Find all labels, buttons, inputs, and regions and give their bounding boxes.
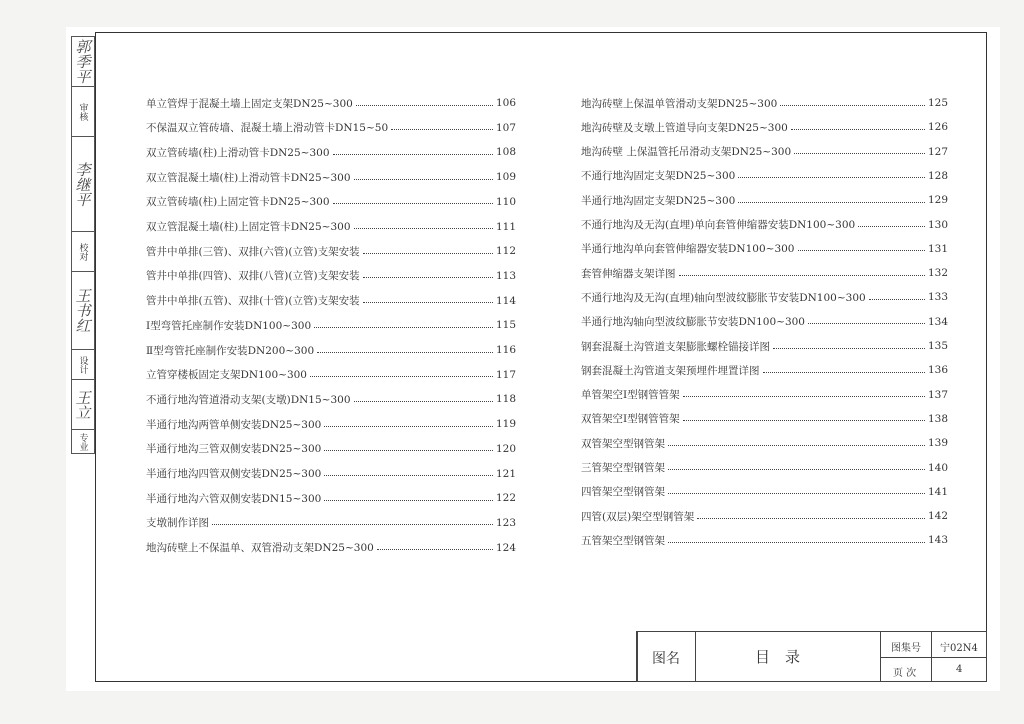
toc-entry-page: 118 [495,393,516,406]
toc-entry [146,341,516,359]
toc-entry-page: 120 [495,442,516,455]
dot-leader [333,154,493,155]
dot-leader [354,179,493,180]
toc-entry-title: 单管架空Ⅰ型钢管管架 [581,389,680,402]
toc-entry [146,94,516,112]
toc-entry-page: 133 [927,291,948,304]
toc-entry-title: 半通行地沟固定支架DN25~300 [581,194,736,207]
toc-entry-title: 半通行地沟六管双侧安装DN15~300 [146,492,322,505]
signature-checker: 李继平 [73,161,92,207]
dot-leader [354,228,493,229]
dot-leader [324,500,493,501]
toc-entry-page: 131 [927,242,948,255]
signature-designer: 王书红 [73,288,92,333]
toc-entry-title: 地沟砖壁 上保温管托吊滑动支架DN25~300 [581,146,792,159]
drawing-title: 目 录 [755,648,801,666]
atlas-number-value: 宁02N4 [940,643,978,654]
toc-entry-page: 128 [927,169,948,182]
toc-entry-title: 半通行地沟单向套管伸缩器安装DN100~300 [581,243,795,256]
dot-leader [668,493,925,494]
toc-entry [146,143,516,161]
toc-entry-title: 管井中单排(三管)、双排(六管)(立管)支架安装 [146,245,360,258]
toc-entry-title: 钢套混凝土沟管道支架预埋件埋置详图 [581,364,760,377]
toc-entry-page: 135 [927,340,948,352]
toc-entry-title: 三管架空型钢管架 [581,462,665,474]
toc-entry [581,337,948,355]
toc-entry-title: 双立管混凝土墙(柱)上固定管卡DN25~300 [146,221,351,233]
toc-entry [146,168,516,186]
dot-leader [333,203,493,204]
toc-entry-title: 单立管焊于混凝土墙上固定支架DN25~300 [146,97,353,110]
toc-entry-title: Ⅰ型弯管托座制作安装DN100~300 [146,319,312,332]
dot-leader [324,426,493,427]
toc-entry-title: 地沟砖壁上不保温单、双管滑动支架DN25~300 [146,542,374,555]
dot-leader [738,202,925,203]
toc-entry-title: 不通行地沟及无沟(直埋)单向套管伸缩器安装DN100~300 [581,219,856,231]
dot-leader [808,323,925,324]
approval-sidebar [71,36,95,454]
toc-entry-title: 不通行地沟固定支架DN25~300 [581,170,736,183]
toc-entry [581,167,948,185]
toc-entry-title: 管井中单排(四管)、双排(八管)(立管)支架安装 [146,270,360,283]
toc-entry-title: 半通行地沟三管双侧安装DN25~300 [146,443,322,456]
toc-entry-title: 立管穿楼板固定支架DN100~300 [146,369,307,382]
toc-entry [146,218,516,236]
toc-entry [146,489,516,507]
dot-leader [212,524,493,525]
toc-entry-page: 110 [495,195,516,208]
toc-entry-title: 支墩制作详图 [146,517,209,530]
role-label-check: 校对 [77,242,88,261]
toc-entry-page: 126 [927,121,948,134]
toc-entry [581,313,948,331]
dot-leader [780,105,925,106]
toc-entry [581,410,948,428]
dot-leader [363,277,493,278]
toc-entry [581,264,948,282]
toc-entry [581,483,948,501]
drawing-name-label: 图名 [652,651,680,667]
toc-entry-page: 132 [927,267,948,280]
toc-entry-page: 139 [927,437,948,450]
toc-entry-page: 138 [927,412,948,425]
toc-entry-page: 134 [927,315,948,328]
toc-entry-page: 142 [927,510,948,523]
toc-entry-page: 141 [927,485,948,498]
toc-entry-title: 地沟砖壁及支墩上管道导向支架DN25~300 [581,121,788,134]
toc-entry-page: 113 [495,269,516,282]
toc-entry-title: 不保温双立管砖墙、混凝土墙上滑动管卡DN15~50 [146,122,389,135]
toc-entry [581,143,948,161]
toc-entry-title: 地沟砖壁上保温单管滑动支架DN25~300 [581,97,778,110]
toc-entry [581,288,948,306]
toc-entry-title: 四管架空型钢管架 [581,486,665,499]
signature-cell [72,272,94,350]
dot-leader [354,401,493,402]
toc-entry [146,415,516,433]
dot-leader [683,420,925,421]
toc-entry-title: 半通行地沟轴向型波纹膨胀节安装DN100~300 [581,316,805,329]
toc-entry-page: 116 [495,344,516,356]
toc-entry [581,361,948,379]
toc-entry-page: 114 [495,294,516,307]
toc-entry [146,539,516,557]
toc-entry-title: 双立管砖墙(柱)上固定管卡DN25~300 [146,196,330,209]
signature-specialist: 王立 [73,389,92,420]
page-number-label: 页 次 [893,668,917,679]
signature-cell [72,37,94,87]
toc-entry [581,459,948,477]
dot-leader [869,299,925,300]
toc-entry [581,434,948,452]
dot-leader [668,445,925,446]
dot-leader [668,542,925,543]
dot-leader [858,226,925,227]
dot-leader [391,129,493,130]
dot-leader [763,372,925,373]
toc-entry-page: 117 [495,368,516,381]
dot-leader [668,469,925,470]
dot-leader [798,250,925,251]
toc-entry [146,119,516,137]
toc-entry-title: 不通行地沟及无沟(直埋)轴向型波纹膨胀节安装DN100~300 [581,291,866,304]
toc-entry-page: 119 [495,418,516,431]
toc-entry [146,366,516,384]
dot-leader [356,105,493,106]
toc-entry-title: 双管架空型钢管架 [581,437,665,450]
toc-entry-page: 127 [927,145,948,158]
signature-auditor: 郭季平 [73,39,92,84]
dot-leader [697,518,925,519]
dot-leader [310,376,493,377]
toc-entry [146,267,516,285]
toc-entry [146,316,516,334]
role-label-audit: 审核 [77,102,88,121]
dot-leader [314,327,493,328]
toc-entry-title: 套管伸缩器支架详图 [581,267,676,280]
toc-entry-title: 双立管砖墙(柱)上滑动管卡DN25~300 [146,146,330,159]
toc-entry [581,531,948,549]
dot-leader [324,450,493,451]
toc-entry [581,216,948,234]
toc-entry-page: 107 [495,121,516,134]
toc-entry-page: 122 [495,492,516,505]
toc-entry-page: 123 [495,516,516,529]
toc-entry-title: 管井中单排(五管)、双排(十管)(立管)支架安装 [146,295,360,308]
dot-leader [791,129,925,130]
toc-entry-page: 111 [495,220,516,233]
dot-leader [324,475,493,476]
toc-entry-title: 双立管混凝土墙(柱)上滑动管卡DN25~300 [146,171,351,184]
toc-entry-page: 121 [495,467,516,480]
toc-entry [146,440,516,458]
toc-entry [581,191,948,209]
toc-entry-page: 143 [927,534,948,547]
toc-entry-page: 124 [495,541,516,554]
dot-leader [363,253,493,254]
dot-leader [738,177,925,178]
signature-cell [72,380,94,430]
dot-leader [794,153,925,154]
toc-entry-page: 129 [927,194,948,207]
dot-leader [317,352,493,353]
toc-entry-title: 四管(双层)架空型钢管架 [581,510,695,523]
dot-leader [773,348,925,349]
toc-entry-page: 130 [927,218,948,231]
toc-entry [146,193,516,211]
toc-entry-page: 140 [927,461,948,474]
role-cell [72,87,94,137]
signature-cell [72,137,94,232]
role-label-design: 设计 [77,355,88,374]
atlas-number-label: 图集号 [891,643,921,654]
role-cell [72,430,94,453]
role-label-specialty: 专业 [77,432,88,451]
toc-entry-title: Ⅱ型弯管托座制作安装DN200~300 [146,344,315,357]
toc-entry [581,118,948,136]
toc-entry [146,242,516,260]
dot-leader [679,275,925,276]
toc-entry [146,390,516,408]
toc-entry [146,292,516,310]
role-cell [72,350,94,380]
dot-leader [683,396,925,397]
dot-leader [363,302,493,303]
toc-entry-page: 115 [495,319,516,332]
toc-entry-title: 双管架空Ⅰ型钢管管架 [581,413,680,426]
toc-entry-page: 137 [927,388,948,401]
toc-entry-page: 125 [927,97,948,109]
toc-entry-page: 108 [495,146,516,159]
toc-entry-page: 109 [495,171,516,184]
toc-entry-title: 半通行地沟四管双侧安装DN25~300 [146,468,322,480]
toc-entry [581,507,948,525]
page-number-value: 4 [956,664,963,675]
toc-entry-title: 不通行地沟管道滑动支架(支墩)DN15~300 [146,393,351,406]
toc-entry [581,94,948,112]
toc-entry-title: 钢套混凝土沟管道支架膨胀螺栓锚接详图 [581,340,770,353]
role-cell [72,232,94,272]
title-block [636,631,987,682]
toc-entry [146,465,516,483]
toc-entry-page: 136 [927,364,948,377]
toc-entry-title: 五管架空型钢管架 [581,534,665,547]
toc-entry [146,514,516,532]
toc-entry [581,386,948,404]
dot-leader [377,549,493,550]
toc-entry-title: 半通行地沟两管单侧安装DN25~300 [146,418,322,431]
toc-entry-page: 106 [495,97,516,109]
toc-entry-page: 112 [495,245,516,258]
toc-entry [581,240,948,258]
